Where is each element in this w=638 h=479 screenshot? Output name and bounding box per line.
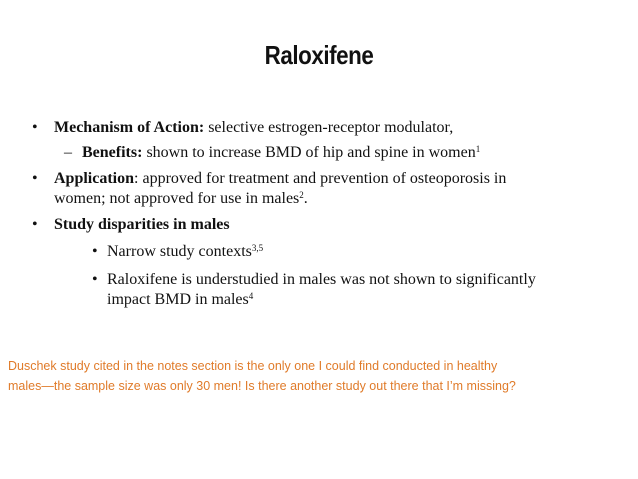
application-item-line2 <box>54 189 308 209</box>
application-ref: 2 <box>299 190 304 200</box>
disparities-label: Study disparities in males <box>54 216 230 233</box>
disparities-sub2-text: impact BMD in males <box>107 291 249 308</box>
bullet-marker: • <box>32 216 38 233</box>
application-text-line1: : approved for treatment and prevention of osteoporosis in <box>134 170 507 187</box>
disparities-sub2-ref: 4 <box>248 291 254 301</box>
slide-title: Raloxifene <box>264 40 374 70</box>
benefits-item <box>82 143 480 163</box>
disparities-sub1 <box>107 242 263 262</box>
disparities-sub1-text: Narrow study contexts <box>107 243 252 260</box>
mechanism-item <box>54 118 453 138</box>
disparities-sub2-line2 <box>107 290 253 310</box>
benefits-ref: 1 <box>475 144 481 154</box>
application-label: Application <box>54 170 135 187</box>
disparities-sub2-line1: Raloxifene is understudied in males was not shown to significantly <box>107 271 536 288</box>
application-text-line2: women; not approved for use in males <box>54 190 300 207</box>
mechanism-label: Mechanism of Action: <box>54 119 205 136</box>
bullet-marker: • <box>32 170 38 187</box>
dash-marker: – <box>64 144 72 161</box>
application-tail: . <box>303 190 308 207</box>
application-item-line1 <box>54 169 506 189</box>
note-line1: Duschek study cited in the notes section is the only one I could find conducted in healthy <box>8 359 498 373</box>
disparities-sub1-ref: 3,5 <box>251 243 264 253</box>
benefits-text: shown to increase BMD of hip and spine in women <box>142 144 476 161</box>
note-line2: males—the sample size was only 30 men! Is there another study out there that I’m missing? <box>8 379 516 393</box>
bullet-marker: • <box>92 271 98 288</box>
mechanism-text: selective estrogen-receptor modulator, <box>204 119 454 136</box>
bullet-marker: • <box>92 243 98 260</box>
benefits-label: Benefits: <box>82 144 143 161</box>
bullet-marker: • <box>32 119 38 136</box>
